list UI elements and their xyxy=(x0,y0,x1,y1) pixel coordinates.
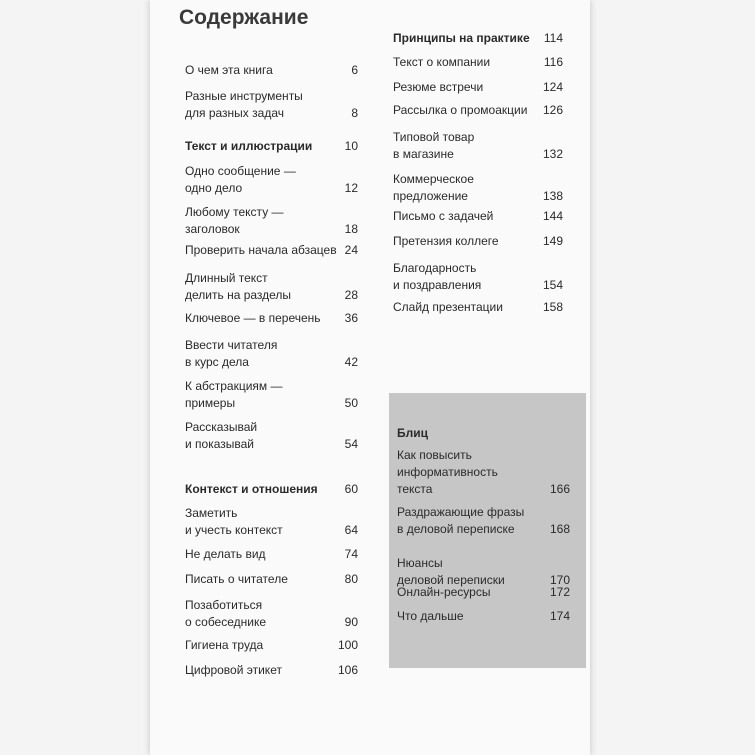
toc-entry: Цифровой этикет xyxy=(185,663,282,677)
page-number: 90 xyxy=(344,615,358,629)
section-heading: Контекст и отношения xyxy=(185,482,318,496)
toc-entry: Разные инструменты для разных задач xyxy=(185,89,303,120)
toc-entry: Типовой товар в магазине xyxy=(393,130,475,161)
page-number: 124 xyxy=(542,80,563,94)
toc-entry: Коммерческое предложение xyxy=(393,172,474,203)
toc-entry: Длинный текст делить на разделы xyxy=(185,271,292,302)
toc-entry: Резюме встречи xyxy=(393,80,484,94)
section-heading: Текст и иллюстрации xyxy=(185,139,313,153)
toc-entry: Не делать вид xyxy=(185,547,266,561)
page-number: 154 xyxy=(542,278,563,292)
page-number: 42 xyxy=(344,355,358,369)
page-number: 158 xyxy=(542,300,563,314)
page-number: 80 xyxy=(344,572,358,586)
page-number: 10 xyxy=(344,139,358,153)
toc-entry: Гигиена труда xyxy=(185,638,264,652)
page-number: 174 xyxy=(549,609,570,623)
toc-entry: Как повысить информативность текста xyxy=(397,448,498,496)
toc-entry: Письмо с задачей xyxy=(393,209,494,223)
toc-entry: Благодарность и поздравления xyxy=(393,261,482,292)
page-number: 100 xyxy=(337,638,358,652)
toc-entry: Рассказывай и показывай xyxy=(185,420,258,451)
page-number: 36 xyxy=(344,311,358,325)
page-number: 6 xyxy=(351,63,358,77)
page-number: 54 xyxy=(344,437,358,451)
toc-entry: Проверить начала абзацев xyxy=(185,243,337,257)
page-number: 126 xyxy=(542,103,563,117)
toc-entry: К абстракциям — примеры xyxy=(185,379,283,410)
page-number: 166 xyxy=(549,482,570,496)
toc-entry: Позаботиться о собеседнике xyxy=(185,598,267,629)
page-number: 50 xyxy=(344,396,358,410)
toc-entry: Слайд презентации xyxy=(393,300,503,314)
toc-entry: Текст о компании xyxy=(393,55,491,69)
page-number: 60 xyxy=(344,482,358,496)
page-number: 144 xyxy=(542,209,563,223)
page-number: 18 xyxy=(344,222,358,236)
page-number: 106 xyxy=(337,663,358,677)
page-number: 24 xyxy=(344,243,358,257)
toc-entry: Рассылка о промоакции xyxy=(393,103,528,117)
page-number: 149 xyxy=(542,234,563,248)
toc-entry: Любому тексту — заголовок xyxy=(185,205,284,236)
page-number: 168 xyxy=(549,522,570,536)
page-title: Содержание xyxy=(179,6,309,29)
toc-entry: Нюансы деловой переписки xyxy=(397,556,505,587)
section-heading: Блиц xyxy=(397,426,429,440)
page-number: 74 xyxy=(344,547,358,561)
page-number: 170 xyxy=(549,573,570,587)
toc-entry: Ввести читателя в курс дела xyxy=(185,338,278,369)
toc-entry: О чем эта книга xyxy=(185,63,273,77)
toc-entry: Заметить и учесть контекст xyxy=(185,506,283,537)
page-number: 64 xyxy=(344,523,358,537)
page-number: 8 xyxy=(351,106,358,120)
toc-entry: Ключевое — в перечень xyxy=(185,311,321,325)
toc-entry: Что дальше xyxy=(397,609,464,623)
toc-entry: Претензия коллеге xyxy=(393,234,499,248)
page-number: 116 xyxy=(543,55,563,69)
page-number: 114 xyxy=(543,31,563,45)
page-number: 28 xyxy=(344,288,358,302)
page-number: 132 xyxy=(542,147,563,161)
toc-entry: Одно сообщение — одно дело xyxy=(185,164,296,195)
toc-entry: Раздражающие фразы в деловой переписке xyxy=(397,505,525,536)
toc-entry: Онлайн-ресурсы xyxy=(397,585,491,599)
page-number: 172 xyxy=(549,585,570,599)
page-number: 138 xyxy=(542,189,563,203)
section-heading: Принципы на практике xyxy=(393,31,530,45)
toc-entry: Писать о читателе xyxy=(185,572,288,586)
page-number: 12 xyxy=(344,181,358,195)
